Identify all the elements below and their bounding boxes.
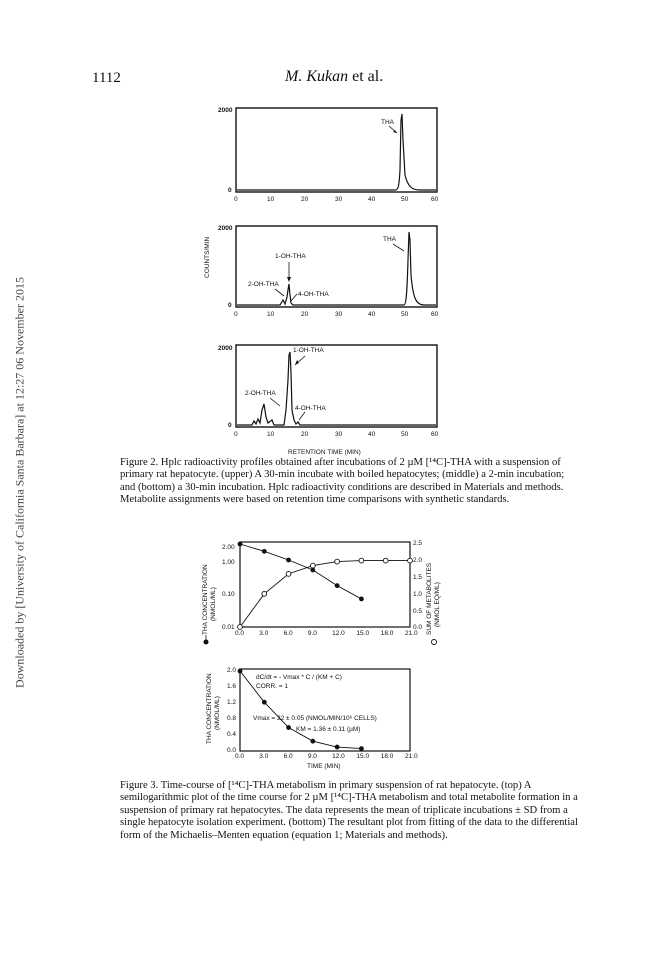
x-tick: 30 (335, 431, 343, 438)
x-tick-label: 6.0 (283, 753, 293, 760)
top-right-ylabel-group (426, 562, 441, 635)
peak-label-tha: THA (383, 236, 396, 243)
top-right-yunit: (NMOL EQ/ML) (434, 582, 441, 627)
km-text: KM = 1.36 ± 0.11 (µM) (296, 726, 361, 733)
bottom-panel-frame (240, 669, 410, 751)
x-tick: 30 (335, 311, 343, 318)
top-right-tick: 0.5 (413, 608, 423, 615)
x-tick: 20 (301, 311, 309, 318)
x-tick: 10 (267, 431, 275, 438)
fitted-data-point (262, 700, 267, 705)
y-tick-zero: 0 (228, 187, 232, 194)
running-head-suffix: et al. (348, 68, 384, 85)
caption-label: Figure 3. (120, 780, 159, 791)
x-tick: 40 (368, 196, 376, 203)
legend-open-circle (432, 640, 437, 645)
top-right-tick: 2.0 (413, 557, 423, 564)
peak-label-1-oh: 1-OH-THA (293, 347, 324, 354)
top-left-tick: 0.01 (222, 624, 235, 631)
x-ticks-middle (234, 311, 439, 318)
caption-text: Time-course of [¹⁴C]-THA metabolism in primary suspension of rat hepatocyte. (top) A semilogarithmic plot of the time course for 2 µM [¹⁴C]-THA metabolism and total metabolite formation in a suspension of primary rat hepatocytes. The data represents the mean of triplicate incubations ± SD from a single hepatocyte isolation experiment. (bottom) The resultant plot from fitting of the data to the differential form of the Michaelis–Menten equation (equation 1; Materials and methods). (120, 780, 578, 841)
metabolites-sum-point (359, 558, 364, 563)
x-tick: 60 (431, 196, 439, 203)
tha-concentration-point (335, 583, 340, 588)
x-tick-label: 3.0 (259, 753, 269, 760)
top-left-tick: 1.00 (222, 559, 235, 566)
top-right-tick: 2.5 (413, 540, 423, 547)
x-tick-label: 9.0 (307, 630, 317, 637)
page-number: 1112 (92, 70, 121, 86)
figure-2-caption (120, 457, 580, 507)
metabolites-sum-point (408, 558, 413, 563)
equation-line-1: dC/dt = - Vmax * C / (KM + C) (256, 674, 342, 681)
running-head-author: M. Kukan (285, 68, 349, 85)
x-tick-label: 9.0 (307, 753, 317, 760)
arrow-4-oh (291, 294, 297, 301)
equation-line-2: CORR. = 1 (256, 683, 288, 690)
arrow-tha (393, 244, 404, 251)
x-tick: 10 (267, 311, 275, 318)
tha-concentration-point (359, 597, 364, 602)
figure-3-caption (120, 780, 580, 842)
x-axis-label: RETENTION TIME (MIN) (288, 449, 361, 456)
vmax-text: Vmax = 22 ± 0.05 (NMOL/MIN/10⁶ CELLS) (253, 715, 377, 722)
arrow-2-oh (275, 289, 284, 296)
y-tick-top: 2000 (218, 107, 233, 114)
peak-label-tha: THA (381, 119, 394, 126)
bottom-ylabel-group (206, 673, 221, 744)
top-right-tick: 1.0 (413, 591, 423, 598)
tha-concentration-point (238, 542, 243, 547)
x-tick: 60 (431, 431, 439, 438)
top-left-tick: 2.00 (222, 544, 235, 551)
peak-label-4-oh: 4-OH-THA (298, 291, 329, 298)
bottom-x-ticks (235, 753, 418, 760)
arrow-4-oh (299, 412, 305, 420)
y-axis-label: COUNTS/MIN (204, 236, 211, 278)
x-tick: 0 (234, 431, 238, 438)
fitted-data-point (359, 746, 364, 751)
x-ticks-upper (234, 196, 439, 203)
hplc-panel-upper (218, 107, 439, 203)
peak-label-2-oh: 2-OH-THA (245, 390, 276, 397)
figure-3-x-axis-label: TIME (MIN) (307, 763, 341, 770)
metabolites-sum-point (262, 591, 267, 596)
x-tick: 0 (234, 311, 238, 318)
x-tick: 50 (401, 311, 409, 318)
y-tick-zero: 0 (228, 422, 232, 429)
top-panel-frame (240, 542, 410, 627)
metabolites-sum-point (238, 625, 243, 630)
bottom-y-tick: 1.2 (227, 699, 237, 706)
top-x-ticks (235, 630, 418, 637)
top-left-ylabel: THA CONCENTRATION (202, 564, 209, 635)
x-tick-label: 6.0 (283, 630, 293, 637)
metabolites-sum-point (383, 558, 388, 563)
x-tick-label: 18.0 (380, 753, 394, 760)
x-tick: 10 (267, 196, 275, 203)
x-tick-label: 12.0 (332, 753, 345, 760)
x-tick: 40 (368, 311, 376, 318)
x-tick-label: 15.0 (356, 753, 370, 760)
tha-concentration-point (262, 549, 267, 554)
tha-concentration-line (240, 544, 361, 599)
chromatogram-trace (237, 232, 436, 305)
bottom-y-tick: 1.6 (227, 683, 237, 690)
y-tick-top: 2000 (218, 225, 233, 232)
top-left-ylabel-group (202, 564, 217, 635)
legend-filled-circle (204, 640, 209, 645)
x-tick-label: 15.0 (356, 630, 370, 637)
x-ticks-bottom (234, 431, 439, 438)
bottom-y-tick: 0.8 (227, 715, 237, 722)
bottom-y-tick: 0.4 (227, 731, 237, 738)
chromatogram-trace (237, 352, 436, 425)
caption-text: Hplc radioactivity profiles obtained after incubations of 2 µM [¹⁴C]-THA with a suspension of primary rat hepatocyte. (upper) A 30-min incubate with boiled hepatocytes; (middle) a 2-min incubation; and (bottom) a 30-min incubation. Hplc radioactivity conditions are described in Materials and methods. Metabolite assignments were based on retention time comparisons with synthetic standards. (120, 457, 565, 506)
fitted-data-point (238, 669, 243, 674)
x-tick-label: 3.0 (259, 630, 269, 637)
x-tick: 50 (401, 196, 409, 203)
metabolites-sum-point (310, 563, 315, 568)
y-tick-zero: 0 (228, 302, 232, 309)
top-left-yunit: (NMOL/ML) (210, 587, 217, 621)
download-margin-note: Downloaded by [University of California Santa Barbara] at 12:27 06 November 2015 (12, 277, 27, 688)
y-tick-top: 2000 (218, 345, 233, 352)
x-tick-label: 21.0 (405, 630, 418, 637)
metabolites-sum-point (286, 571, 291, 576)
x-tick: 40 (368, 431, 376, 438)
top-right-tick: 1.5 (413, 574, 423, 581)
x-tick-label: 18.0 (380, 630, 394, 637)
fitted-data-point (286, 725, 291, 730)
metabolites-sum-point (335, 559, 340, 564)
peak-label-1-oh: 1-OH-THA (275, 253, 306, 260)
x-tick: 20 (301, 196, 309, 203)
x-tick: 30 (335, 196, 343, 203)
x-tick: 50 (401, 431, 409, 438)
peak-label-4-oh: 4-OH-THA (295, 405, 326, 412)
tha-concentration-point (286, 558, 291, 563)
bottom-y-tick: 0.0 (227, 747, 237, 754)
x-tick-label: 12.0 (332, 630, 345, 637)
fitted-data-point (335, 745, 340, 750)
x-tick-label: 0.0 (235, 630, 245, 637)
x-tick: 20 (301, 431, 309, 438)
top-right-ylabel: SUM OF METABOLITES (426, 562, 433, 635)
figure-3 (0, 530, 672, 800)
bottom-yunit: (NMOL/ML) (214, 696, 221, 730)
bottom-ylabel: THA CONCENTRATION (206, 673, 213, 744)
hplc-panel-bottom (218, 345, 439, 438)
x-tick: 60 (431, 311, 439, 318)
caption-label: Figure 2. (120, 457, 159, 468)
x-tick: 0 (234, 196, 238, 203)
bottom-y-tick: 2.0 (227, 667, 237, 674)
hplc-panel-middle (218, 225, 439, 318)
x-tick-label: 21.0 (405, 753, 418, 760)
arrow-2-oh (270, 398, 280, 406)
fitted-data-point (310, 739, 315, 744)
chromatogram-trace (237, 114, 436, 190)
top-right-tick: 0.0 (413, 624, 423, 631)
peak-label-2-oh: 2-OH-THA (248, 281, 279, 288)
top-left-tick: 0.10 (222, 591, 235, 598)
x-tick-label: 0.0 (235, 753, 245, 760)
